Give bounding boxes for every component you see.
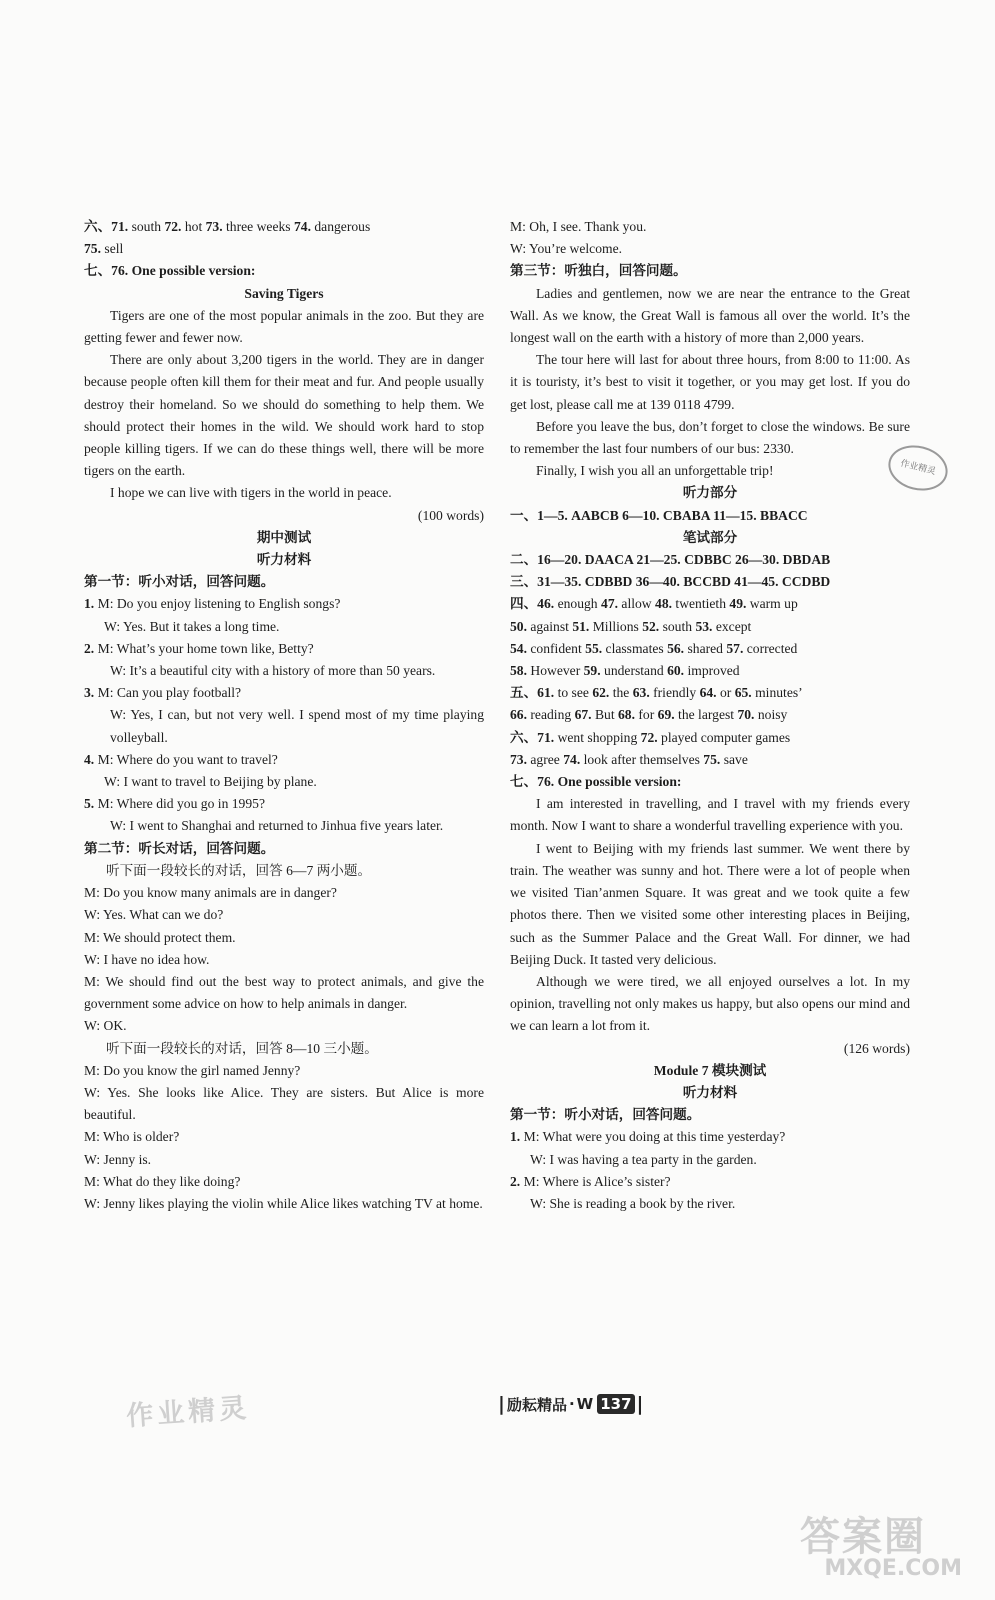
item-label: 72. [164, 219, 182, 234]
answer-line [510, 1171, 910, 1193]
watermark-logo-text: 答案圈 [800, 1514, 926, 1560]
item-label: 1. [510, 1129, 521, 1145]
item-text: went shopping [554, 729, 641, 745]
item-label: 59. [583, 663, 601, 679]
item-label: 75. [84, 241, 101, 257]
answer-line [84, 638, 484, 660]
item-text: dangerous [310, 219, 371, 234]
answer-line [84, 260, 484, 282]
item-text: the largest [674, 707, 738, 723]
answer-line [510, 616, 910, 638]
item-text: to see [554, 685, 593, 701]
answer-line [510, 682, 910, 704]
item-text: M: What’s your home town like, Betty? [94, 640, 314, 656]
page-number: 137 [597, 1394, 634, 1414]
item-text: classmates [602, 640, 668, 656]
answer-line [510, 638, 910, 660]
answer-line [84, 793, 484, 815]
dialogue-line: W: It’s a beautiful city with a history of more than 50 years. [110, 663, 436, 679]
item-label: 67. [574, 707, 592, 723]
essay-paragraph: Although we were tired, we all enjoyed ourselves a lot. In my opinion, travelling not only makes us happy, but also opens our mind and we can learn a lot from it. [510, 973, 910, 1034]
answer-line [510, 749, 910, 771]
dialogue-line: W: Yes. She looks like Alice. They are sisters. But Alice is more beautiful. [84, 1084, 484, 1123]
answer-line [510, 1126, 910, 1148]
item-label: 三、31—35. CDBBD 36—40. BCCBD 41—45. CCDBD [510, 574, 831, 590]
item-label: 72. [640, 729, 658, 745]
dialogue-line: W: Yes, I can, but not very well. I spend most of my time playing volleyball. [110, 707, 484, 745]
item-text: reading [527, 707, 575, 723]
watermark-stamp-left: 作业精灵 [125, 1392, 252, 1433]
item-text: played computer games [657, 729, 791, 745]
item-text: shared [684, 640, 727, 656]
dialogue-line: M: We should find out the best way to protect animals, and give the government some advice on how to help animals in danger. [84, 973, 484, 1012]
dialogue-line: W: I went to Shanghai and returned to Jinhua five years later. [110, 818, 444, 834]
item-text: the [609, 685, 633, 701]
item-label: 第三节：听独白，回答问题。 [510, 263, 687, 279]
item-label: 62. [592, 685, 610, 701]
item-label: 5. [84, 796, 95, 812]
item-label: 五、61. [510, 685, 555, 701]
dialogue-line: M: Do you know many animals are in danger? [84, 885, 337, 901]
item-label: 七、76. One possible version: [84, 263, 256, 279]
item-text: south [128, 219, 165, 234]
essay-paragraph: I hope we can live with tigers in the world in peace. [110, 485, 392, 501]
section-heading: Saving Tigers [244, 285, 324, 301]
dialogue-line: W: I was having a tea party in the garden. [530, 1151, 757, 1167]
site-watermark [800, 1505, 980, 1600]
item-label: 第二节：听长对话，回答问题。 [84, 840, 275, 856]
page-footer: | 励耘精品 · W 137 | [498, 1393, 644, 1415]
item-label: 65. [734, 685, 752, 701]
essay-paragraph: Finally, I wish you all an unforgettable trip! [536, 463, 774, 479]
item-label: 60. [667, 663, 685, 679]
item-label: 74. [293, 219, 311, 234]
item-text: However [527, 663, 584, 679]
item-label: 50. [510, 618, 527, 634]
dialogue-line: M: Who is older? [84, 1129, 180, 1145]
item-label: 75. [703, 751, 721, 767]
item-text: M: Where do you want to travel? [94, 751, 278, 767]
item-label: 47. [601, 596, 619, 612]
dialogue-line: W: I have no idea how. [84, 951, 210, 967]
dialogue-line: W: I want to travel to Beijing by plane. [104, 774, 317, 790]
dialogue-line: W: Yes. But it takes a long time. [104, 618, 280, 634]
instruction-line: 听下面一段较长的对话，回答 8—10 三小题。 [106, 1040, 378, 1056]
item-label: 74. [563, 751, 581, 767]
answer-line [510, 660, 910, 682]
item-text: M: Do you enjoy listening to English songs? [94, 596, 341, 612]
essay-paragraph: There are only about 3,200 tigers in the world. They are in danger because people often kill them for their meat and fur. And people usually destroy their homeland. So we should do something to help them. We should protect their homes in the wild. We should work hard to stop people killing tigers. If we can do these things well, there will be more tigers on the earth. [84, 352, 484, 479]
dialogue-line: W: Jenny is. [84, 1151, 152, 1167]
item-text: M: Can you play football? [94, 685, 242, 701]
item-text: for [635, 707, 658, 723]
item-label: 51. [572, 618, 590, 634]
footer-brand: 励耘精品 [506, 1395, 567, 1414]
answer-line [510, 571, 910, 593]
right-column [510, 216, 910, 1215]
item-label: 四、46. [510, 596, 555, 612]
item-label: 2. [510, 1173, 521, 1189]
answer-line [84, 216, 484, 238]
item-text: enough [554, 596, 602, 612]
item-text: three weeks [222, 219, 294, 234]
dialogue-line: M: Oh, I see. Thank you. [510, 219, 647, 234]
dialogue-line: M: We should protect them. [84, 929, 236, 945]
answer-line [510, 1104, 910, 1126]
section-heading: 听力部分 [682, 485, 738, 501]
item-label: 1. [84, 596, 95, 612]
item-text: sell [101, 241, 124, 257]
item-text: minutes’ [751, 685, 803, 701]
answer-line [510, 260, 910, 282]
item-label: 73. [510, 751, 527, 767]
section-heading: 听力材料 [256, 552, 312, 568]
item-label: 4. [84, 751, 95, 767]
item-label: 第一节：听小对话，回答问题。 [84, 574, 275, 590]
essay-paragraph: I went to Beijing with my friends last summer. We went there by train. The weather was sunny and hot. There were a lot of people when we visited Tian’anmen Square. It was great and we took quite a few photos there. Then we visited some other interesting places in Beijing, such as the Summer Palace and the Great Wall. For dinner, we had Beijing Duck. It tasted very delicious. [510, 840, 910, 967]
item-text: noisy [754, 707, 788, 723]
item-text: against [527, 618, 573, 634]
item-label: 48. [655, 596, 673, 612]
dialogue-line: W: Jenny likes playing the violin while Alice likes watching TV at home. [84, 1195, 483, 1211]
item-text: confident [527, 640, 586, 656]
item-label: 55. [585, 640, 603, 656]
item-label: 一、1—5. AABCB 6—10. CBABA 11—15. BBACC [510, 507, 808, 523]
essay-paragraph: I am interested in travelling, and I travel with my friends every month. Now I want to share a wonderful travelling experience with you. [510, 796, 910, 834]
item-text: improved [684, 663, 740, 679]
dialogue-line: W: Yes. What can we do? [84, 907, 224, 923]
item-label: 54. [510, 640, 527, 656]
answer-line [84, 238, 484, 260]
instruction-line: 听下面一段较长的对话，回答 6—7 两小题。 [106, 862, 372, 878]
answer-line [84, 749, 484, 771]
answer-line [84, 593, 484, 615]
item-text: look after themselves [580, 751, 704, 767]
answer-line [84, 682, 484, 704]
dialogue-line: W: She is reading a book by the river. [530, 1195, 736, 1211]
item-text: twentieth [672, 596, 730, 612]
dialogue-line: W: OK. [84, 1018, 127, 1034]
item-label: 69. [657, 707, 675, 723]
answer-line [84, 838, 484, 860]
item-label: 六、71. [510, 729, 555, 745]
item-label: 53. [695, 618, 713, 634]
answer-line [510, 771, 910, 793]
item-label: 49. [729, 596, 747, 612]
item-label: 52. [642, 618, 660, 634]
item-label: 73. [205, 219, 223, 234]
item-label: 2. [84, 640, 95, 656]
item-label: 66. [510, 707, 527, 723]
item-text: But [591, 707, 618, 723]
item-text: except [712, 618, 752, 634]
dialogue-line: M: What do they like doing? [84, 1173, 241, 1189]
item-label: 64. [699, 685, 717, 701]
footer-series: W [576, 1395, 594, 1413]
item-text: M: Where is Alice’s sister? [520, 1173, 671, 1189]
section-heading: 听力材料 [682, 1084, 738, 1100]
dialogue-line: M: Do you know the girl named Jenny? [84, 1062, 301, 1078]
item-text: understand [600, 663, 668, 679]
item-label: 70. [737, 707, 755, 723]
answer-line [510, 549, 910, 571]
item-label: 63. [632, 685, 650, 701]
item-text: or [716, 685, 735, 701]
answer-line [510, 593, 910, 615]
answer-line [510, 505, 910, 527]
item-label: 二、16—20. DAACA 21—25. CDBBC 26—30. DBDAB [510, 552, 831, 568]
dialogue-line: W: You’re welcome. [510, 241, 622, 257]
essay-paragraph: Before you leave the bus, don’t forget to close the windows. Be sure to remember the last four numbers of our bus: 2330. [510, 418, 910, 457]
item-label: 第一节：听小对话，回答问题。 [510, 1107, 701, 1123]
section-heading: 笔试部分 [682, 529, 738, 545]
essay-paragraph: Tigers are one of the most popular animals in the zoo. But they are getting fewer and fewer now. [84, 307, 484, 346]
watermark-stamp-right: 作业精灵 [884, 439, 953, 496]
item-label: 七、76. One possible version: [510, 774, 682, 790]
section-heading: 期中测试 [256, 529, 312, 545]
item-text: M: What were you doing at this time yesterday? [520, 1129, 786, 1145]
item-label: 56. [667, 640, 685, 656]
item-text: hot [181, 219, 206, 234]
item-label: 3. [84, 685, 95, 701]
answer-line [84, 571, 484, 593]
answer-line [510, 727, 910, 749]
item-label: 68. [618, 707, 635, 723]
item-label: 58. [510, 663, 527, 679]
watermark-url: MXQE.COM [824, 1556, 962, 1581]
item-label: 六、71. [84, 219, 129, 234]
item-text: warm up [746, 596, 798, 612]
item-text: friendly [649, 685, 700, 701]
left-column [84, 216, 484, 1215]
essay-paragraph: The tour here will last for about three hours, from 8:00 to 11:00. As it is touristy, it’s best to visit it together, or you may get lost. If you do get lost, please call me at 139 0118 4799. [510, 352, 910, 412]
section-heading: Module 7 模块测试 [653, 1062, 767, 1078]
item-text: corrected [743, 640, 798, 656]
item-text: allow [618, 596, 656, 612]
item-text: save [720, 751, 748, 767]
item-text: Millions [589, 618, 643, 634]
essay-paragraph: Ladies and gentlemen, now we are near the entrance to the Great Wall. As we know, the Great Wall is famous all over the world. It’s the longest wall on the earth with a history of more than 2,000 years. [510, 285, 910, 346]
answer-line [510, 704, 910, 726]
item-text: M: Where did you go in 1995? [94, 796, 265, 812]
item-label: 57. [726, 640, 744, 656]
word-count: (100 words) [417, 507, 484, 523]
item-text: south [659, 618, 696, 634]
item-text: agree [527, 751, 564, 767]
word-count: (126 words) [843, 1040, 910, 1056]
